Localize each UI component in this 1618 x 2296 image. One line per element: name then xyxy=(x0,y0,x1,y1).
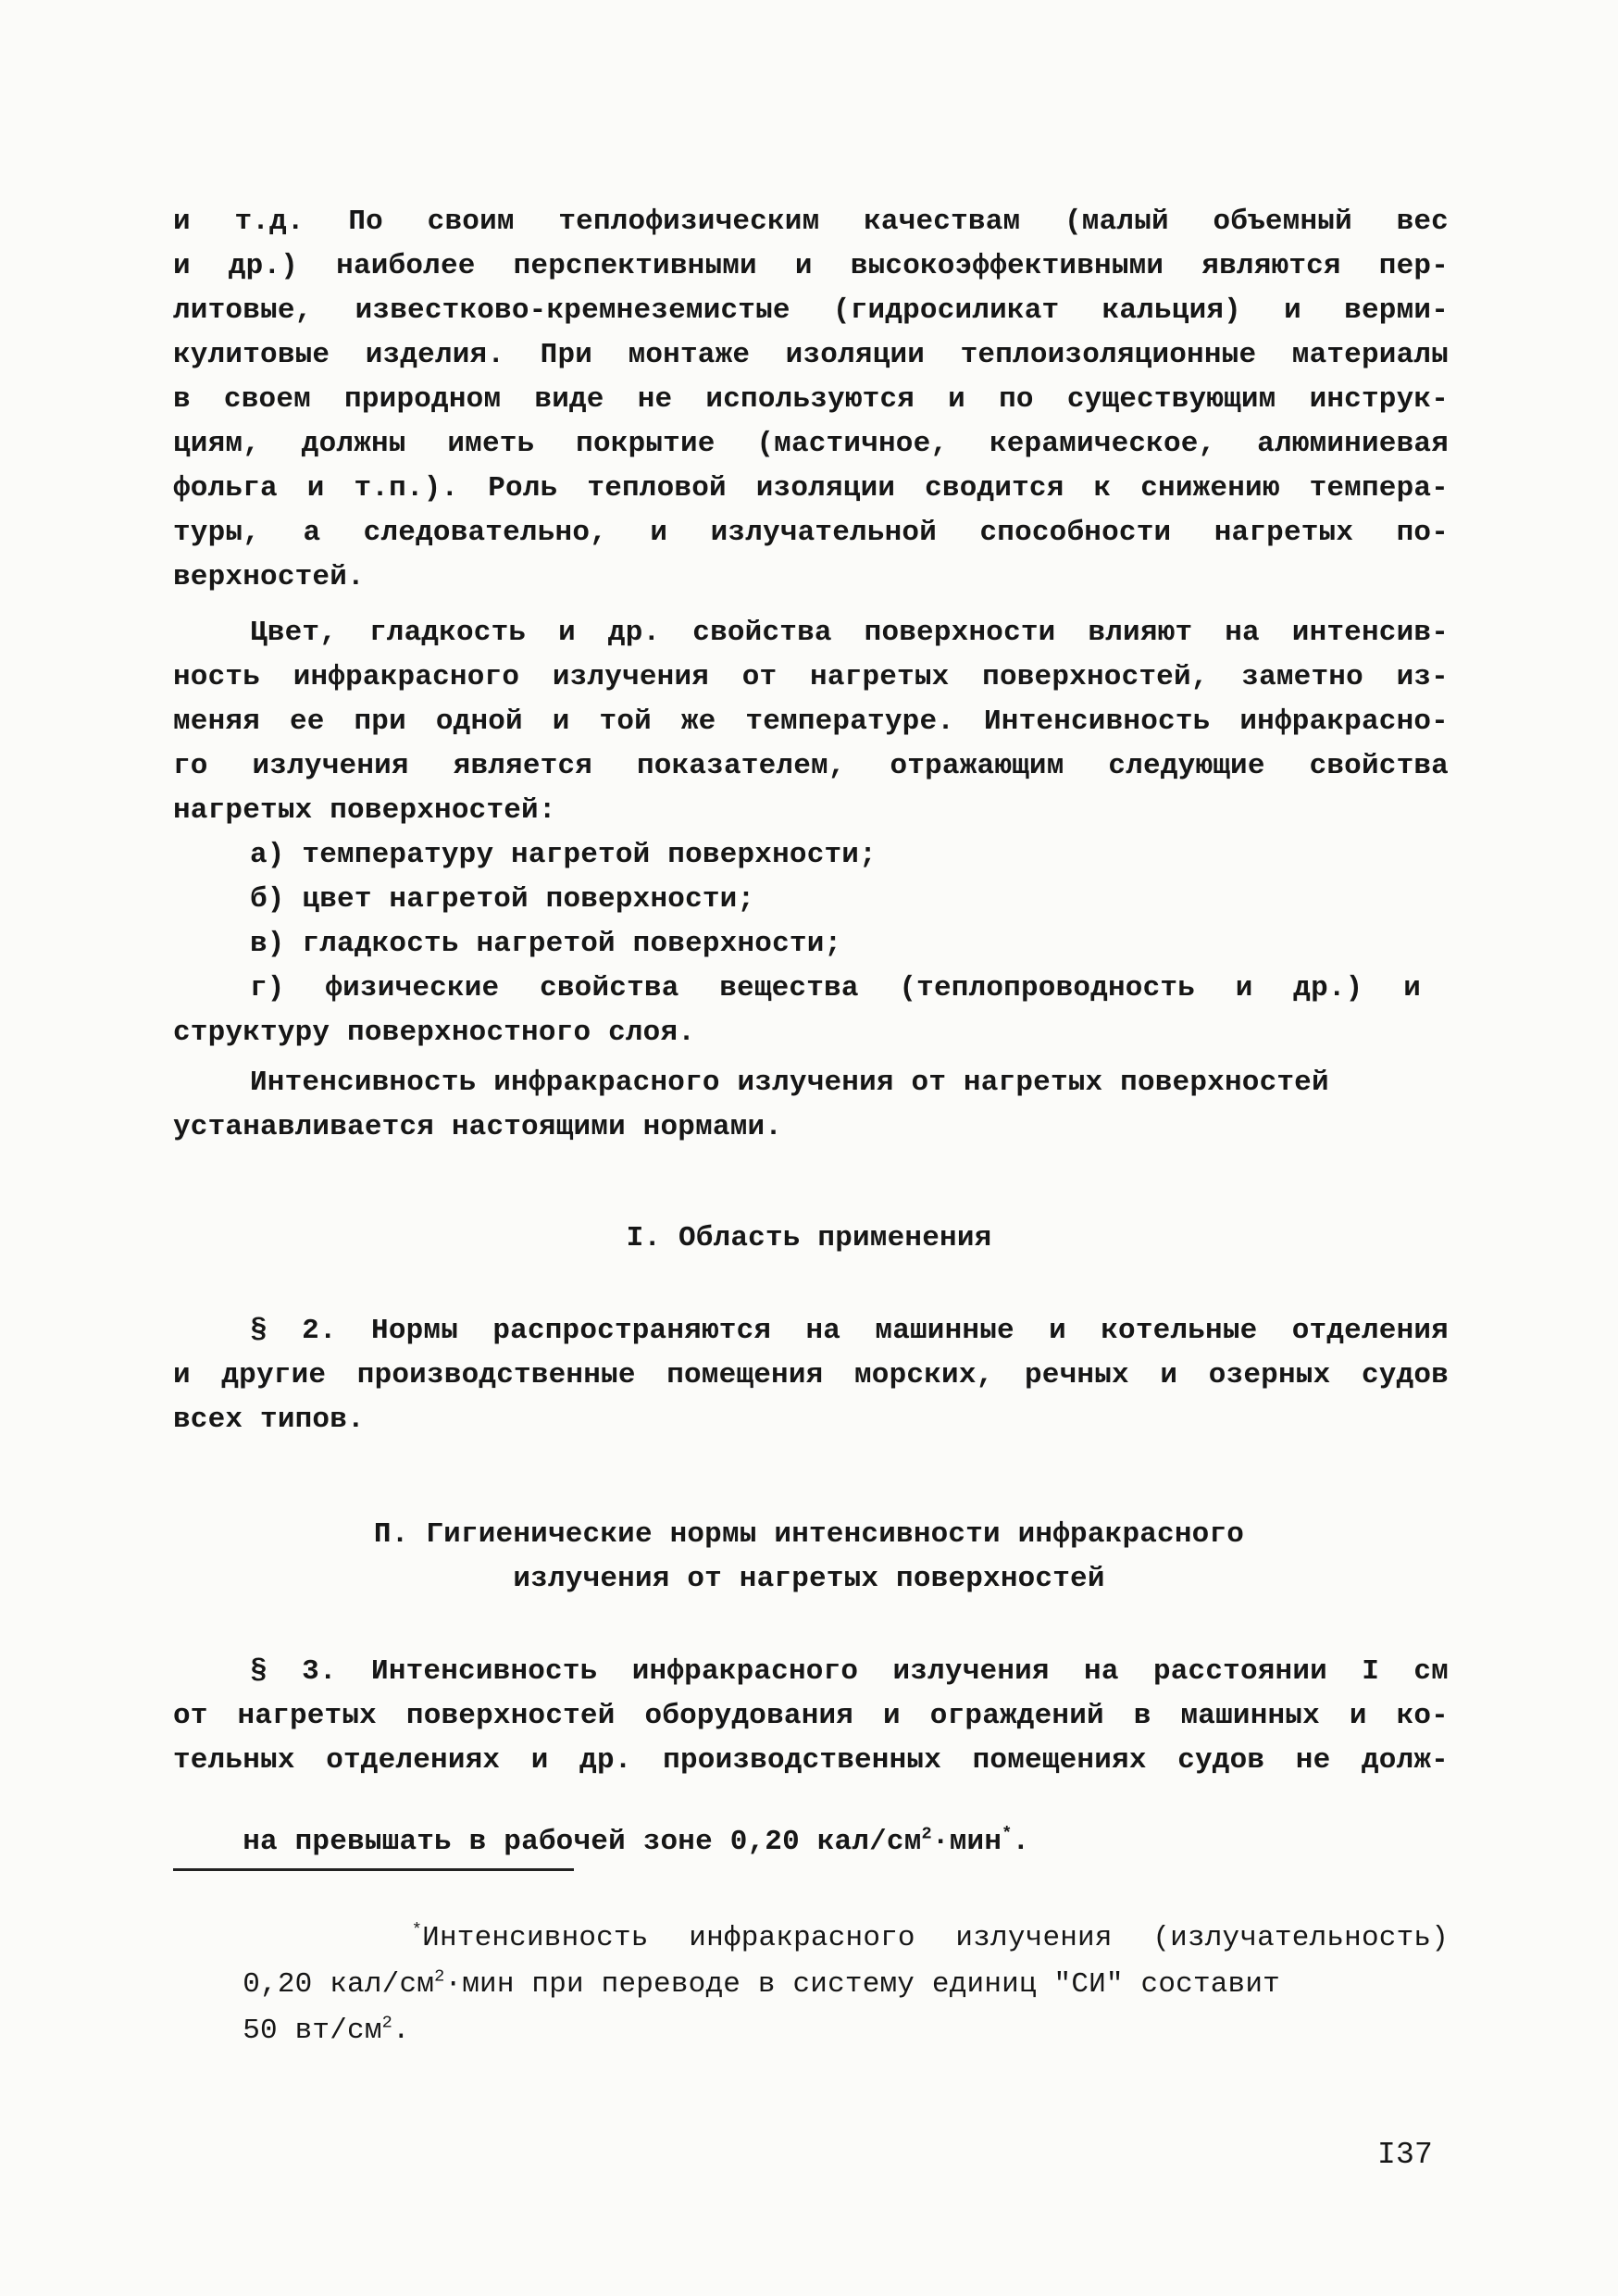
footnote-superscript-2b: 2 xyxy=(381,2013,393,2033)
list-item-a: а) температуру нагретой поверхности; xyxy=(250,839,877,871)
footnote-line-2-b: ·мин при переводе в систему единиц "СИ" составит xyxy=(444,1968,1280,2001)
body-line-20: Интенсивность инфракрасного излучения от нагретых поверхностей xyxy=(250,1067,1329,1099)
footnote-superscript-2a: 2 xyxy=(434,1966,445,1987)
body-line-10: Цвет, гладкость и др. свойства поверхности влияют на интенсив- xyxy=(250,617,1449,649)
section-2-heading-line-2: излучения от нагретых поверхностей xyxy=(513,1563,1105,1595)
list-item-g-cont: структуру поверхностного слоя. xyxy=(173,1017,696,1049)
section-2-line-4-tail: ·мин xyxy=(931,1826,1002,1858)
footnote-line-1-text: Интенсивность инфракрасного излучения (излучательность) xyxy=(422,1922,1450,1954)
body-line-8: туры, а следовательно, и излучательной способности нагретых по- xyxy=(173,517,1449,549)
body-line-4: кулитовые изделия. При монтаже изоляции теплоизоляционные материалы xyxy=(173,339,1449,371)
list-item-g: г) физические свойства вещества (теплопроводность и др.) и xyxy=(250,972,1421,1004)
section-1-line-3: всех типов. xyxy=(173,1404,365,1436)
footnote-line-1 xyxy=(250,1883,1450,1954)
body-line-9: верхностей. xyxy=(173,561,365,593)
section-2-line-3: тельных отделениях и др. производственных помещениях судов не долж- xyxy=(173,1744,1449,1777)
footnote-line-2 xyxy=(173,1929,1449,2001)
footnote-line-3 xyxy=(173,1976,410,2047)
body-line-21: устанавливается настоящими нормами. xyxy=(173,1111,783,1143)
footnote-star: * xyxy=(411,1920,423,1940)
footnote-marker: * xyxy=(1002,1824,1013,1844)
body-line-6: циям, должны иметь покрытие (мастичное, керамическое, алюминиевая xyxy=(173,428,1449,460)
footnote-line-3-b: . xyxy=(392,2015,410,2047)
footnote-line-3-a: 50 вт/см xyxy=(243,2015,382,2047)
body-line-7: фольга и т.п.). Роль тепловой изоляции сводится к снижению темпера- xyxy=(173,472,1449,505)
body-line-5: в своем природном виде не используются и по существующим инструк- xyxy=(173,383,1449,416)
body-line-14: нагретых поверхностей: xyxy=(173,794,556,827)
footnote-separator xyxy=(173,1868,574,1871)
body-line-13: го излучения является показателем, отражающим следующие свойства xyxy=(173,750,1449,782)
superscript-2: 2 xyxy=(921,1824,932,1844)
section-2-heading-line-1: П. Гигиенические нормы интенсивности инфракрасного xyxy=(373,1518,1245,1551)
list-item-v: в) гладкость нагретой поверхности; xyxy=(250,928,842,960)
section-2-line-4 xyxy=(173,1787,1030,1858)
footnote-line-2-a: 0,20 кал/см xyxy=(243,1968,435,2001)
list-item-b: б) цвет нагретой поверхности; xyxy=(250,883,755,916)
section-2-line-1: § 3. Интенсивность инфракрасного излучения на расстоянии I см xyxy=(250,1655,1449,1688)
body-line-2: и др.) наиболее перспективными и высокоэффективными являются пер- xyxy=(173,250,1449,282)
body-line-11: ность инфракрасного излучения от нагретых поверхностей, заметно из- xyxy=(173,661,1449,693)
section-2-line-4-text: на превышать в рабочей зоне 0,20 кал/см xyxy=(243,1826,922,1858)
section-1-line-2: и другие производственные помещения морских, речных и озерных судов xyxy=(173,1359,1449,1391)
section-2-line-4-end: . xyxy=(1012,1826,1030,1858)
body-line-12: меняя ее при одной и той же температуре. Интенсивность инфракрасно- xyxy=(173,705,1449,738)
section-2-line-2: от нагретых поверхностей оборудования и ограждений в машинных и ко- xyxy=(173,1700,1449,1732)
section-1-line-1: § 2. Нормы распространяются на машинные и котельные отделения xyxy=(250,1315,1449,1347)
page-number: I37 xyxy=(1377,2138,1434,2172)
body-line-1: и т.д. По своим теплофизическим качествам (малый объемный вес xyxy=(173,206,1449,238)
section-1-heading: I. Область применения xyxy=(626,1222,992,1254)
body-line-3: литовые, известково-кремнеземистые (гидросиликат кальция) и верми- xyxy=(173,294,1449,327)
